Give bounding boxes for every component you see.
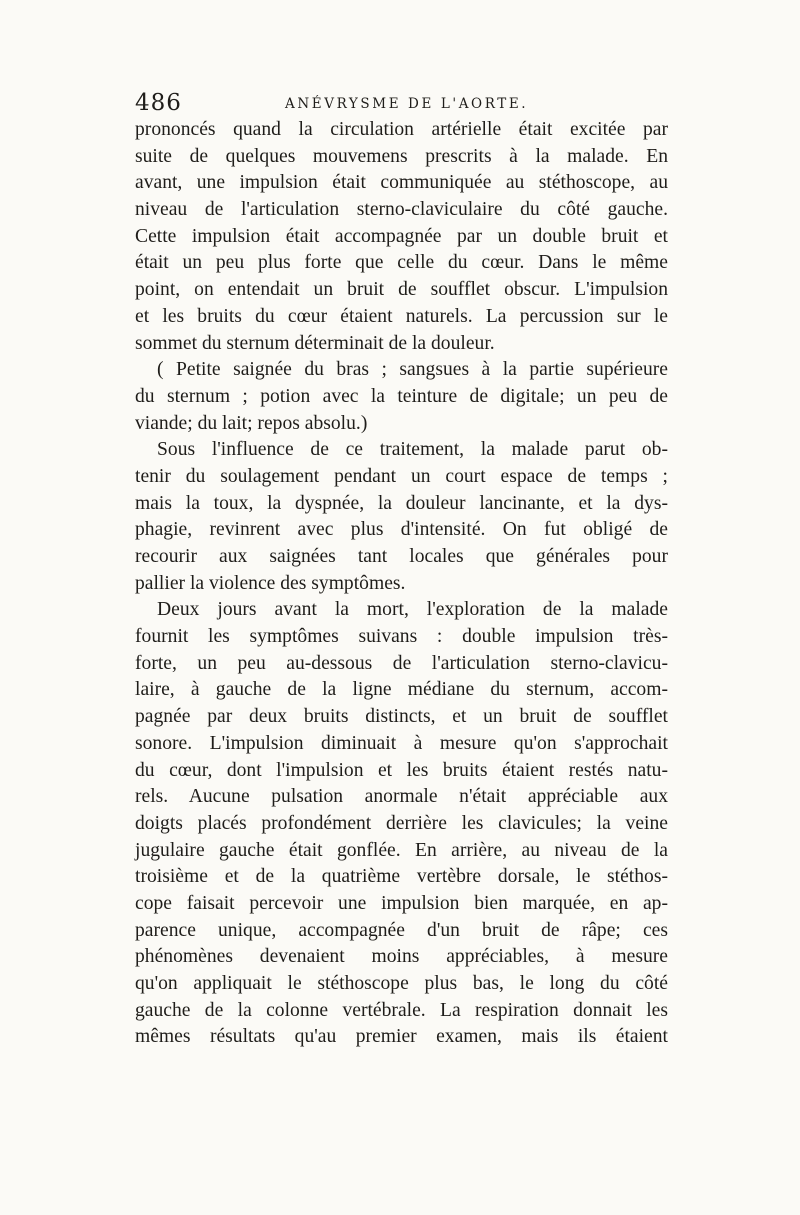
text-line: du cœur, dont l'impulsion et les bruits étaient restés natu-	[135, 759, 668, 781]
running-head	[135, 88, 668, 118]
text-line: sommet du sternum déterminait de la douleur.	[135, 332, 495, 354]
text-line: du sternum ; potion avec la teinture de digitale; un peu de	[135, 385, 668, 407]
text-line: fournit les symptômes suivans : double impulsion très-	[135, 626, 668, 648]
text-line: jugulaire gauche était gonflée. En arrière, au niveau de la	[135, 839, 668, 861]
text-line: point, on entendait un bruit de soufflet obscur. L'impulsion	[135, 279, 668, 301]
text-line: mais la toux, la dyspnée, la douleur lancinante, et la dys-	[135, 492, 668, 514]
text-line: qu'on appliquait le stéthoscope plus bas, le long du côté	[135, 973, 668, 994]
text-line: pallier la violence des symptômes.	[135, 572, 406, 594]
text-line: suite de quelques mouvemens prescrits à la malade. En	[135, 145, 668, 167]
text-line: mêmes résultats qu'au premier examen, mais ils étaient	[135, 1026, 668, 1048]
text-line: et les bruits du cœur étaient naturels. La percussion sur le	[135, 305, 668, 327]
text-line: phénomènes devenaient moins appréciables, à mesure	[135, 946, 668, 968]
text-line: doigts placés profondément derrière les clavicules; la veine	[135, 812, 668, 834]
text-line: rels. Aucune pulsation anormale n'était appréciable aux	[135, 786, 668, 808]
body-text	[135, 117, 668, 1051]
text-line: avant, une impulsion était communiquée au stéthoscope, au	[135, 172, 668, 194]
text-line: laire, à gauche de la ligne médiane du sternum, accom-	[135, 679, 668, 701]
running-title: ANÉVRYSME DE L'AORTE.	[285, 96, 529, 112]
text-line: était un peu plus forte que celle du cœur. Dans le même	[135, 252, 668, 274]
text-line: troisième et de la quatrième vertèbre dorsale, le stéthos-	[135, 866, 668, 888]
text-line: recourir aux saignées tant locales que générales pour	[135, 546, 668, 567]
text-line: sonore. L'impulsion diminuait à mesure qu'on s'approchait	[135, 732, 668, 754]
text-line: cope faisait percevoir une impulsion bien marquée, en ap-	[135, 892, 668, 914]
text-line: parence unique, accompagnée d'un bruit de râpe; ces	[135, 919, 668, 941]
text-line: prononcés quand la circulation artérielle était excitée par	[135, 119, 668, 140]
text-line: forte, un peu au-dessous de l'articulation sterno-clavicu-	[135, 652, 668, 674]
text-line: viande; du lait; repos absolu.)	[135, 412, 368, 434]
text-line: tenir du soulagement pendant un court espace de temps ;	[135, 465, 668, 487]
text-line: gauche de la colonne vertébrale. La respiration donnait les	[135, 999, 668, 1021]
text-line: Sous l'influence de ce traitement, la malade parut ob-	[157, 439, 668, 461]
text-line: niveau de l'articulation sterno-claviculaire du côté gauche.	[135, 199, 668, 221]
text-line: phagie, revinrent avec plus d'intensité. On fut obligé de	[135, 519, 668, 541]
text-line: Deux jours avant la mort, l'exploration de la malade	[157, 599, 668, 621]
text-line: pagnée par deux bruits distincts, et un bruit de soufflet	[135, 706, 668, 728]
text-line: ( Petite saignée du bras ; sangsues à la partie supérieure	[157, 359, 668, 381]
page-number: 486	[135, 90, 182, 116]
text-line: Cette impulsion était accompagnée par un double bruit et	[135, 225, 668, 247]
